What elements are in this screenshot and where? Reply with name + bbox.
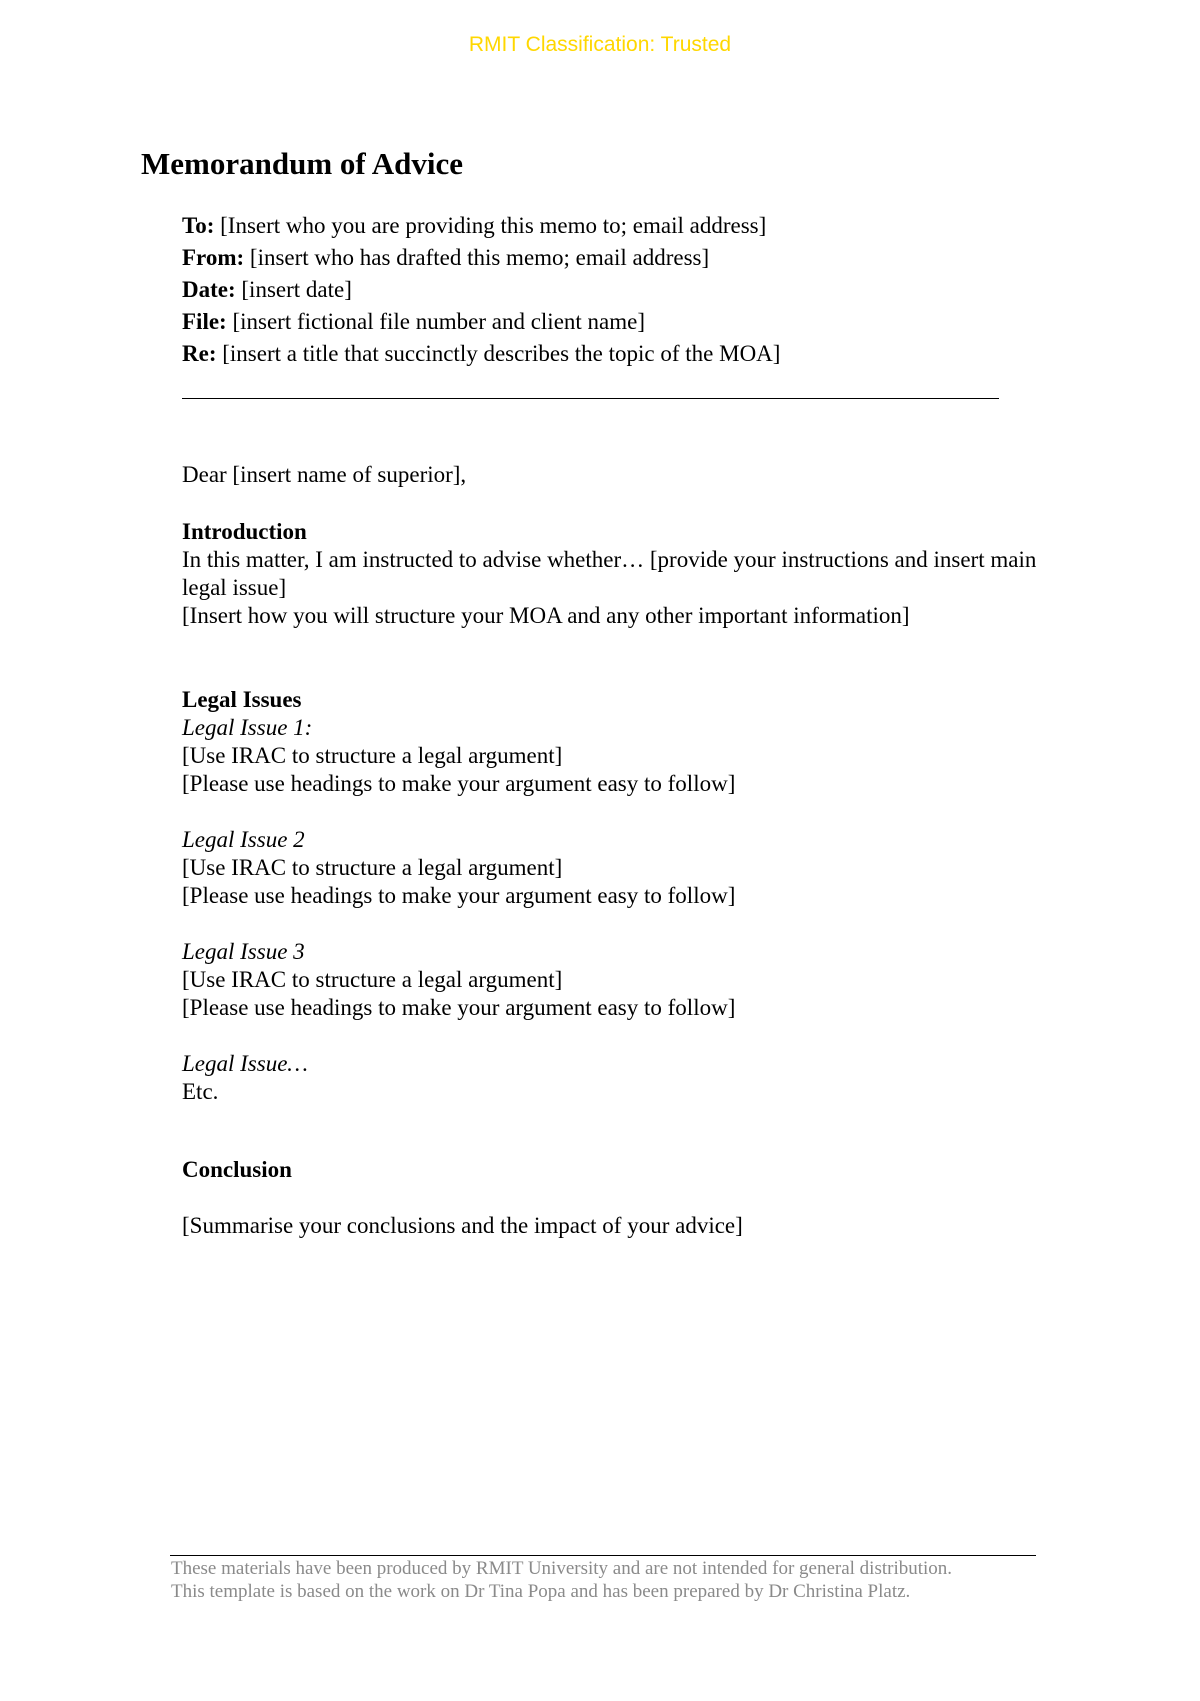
conclusion-heading: Conclusion xyxy=(182,1157,292,1182)
header-divider xyxy=(182,398,999,399)
date-value: [insert date] xyxy=(235,277,352,302)
legal-issue-line: [Please use headings to make your argument easy to follow] xyxy=(182,883,736,908)
legal-issue-line: [Please use headings to make your argument easy to follow] xyxy=(182,771,736,796)
classification-label: RMIT Classification: Trusted xyxy=(468,33,732,56)
salutation: Dear [insert name of superior], xyxy=(182,462,467,487)
legal-issue-line: [Please use headings to make your argument easy to follow] xyxy=(182,995,736,1020)
introduction-section xyxy=(182,518,1042,630)
legal-issue-3 xyxy=(182,938,1042,1022)
legal-issues-section xyxy=(182,686,1042,1106)
date-line xyxy=(182,274,780,306)
legal-issue-more xyxy=(182,1050,1042,1106)
legal-issue-title: Legal Issue… xyxy=(182,1051,308,1076)
to-label: To: xyxy=(182,213,215,238)
legal-issue-1 xyxy=(182,714,1042,798)
from-label: From: xyxy=(182,245,245,270)
introduction-heading: Introduction xyxy=(182,519,307,544)
conclusion-text: [Summarise your conclusions and the impact of your advice] xyxy=(182,1213,743,1238)
file-label: File: xyxy=(182,309,227,334)
conclusion-section xyxy=(182,1156,1042,1240)
footer-line: This template is based on the work on Dr Tina Popa and has been prepared by Dr Christina Platz. xyxy=(171,1581,911,1602)
file-value: [insert fictional file number and client name] xyxy=(226,309,646,334)
footer xyxy=(171,1557,952,1603)
memo-header xyxy=(182,210,780,370)
re-line xyxy=(182,338,780,370)
date-label: Date: xyxy=(182,277,236,302)
page-title: Memorandum of Advice xyxy=(141,146,464,181)
re-label: Re: xyxy=(182,341,217,366)
legal-issue-line: [Use IRAC to structure a legal argument] xyxy=(182,855,563,880)
legal-issue-line: Etc. xyxy=(182,1079,219,1104)
re-value: [insert a title that succinctly describes the topic of the MOA] xyxy=(216,341,781,366)
legal-issue-title: Legal Issue 2 xyxy=(182,827,305,852)
from-line xyxy=(182,242,780,274)
footer-divider xyxy=(170,1555,1036,1556)
introduction-paragraph: In this matter, I am instructed to advise whether… [provide your instructions and insert main legal issue] xyxy=(182,547,1037,600)
legal-issue-line: [Use IRAC to structure a legal argument] xyxy=(182,967,563,992)
legal-issue-2 xyxy=(182,826,1042,910)
legal-issue-line: [Use IRAC to structure a legal argument] xyxy=(182,743,563,768)
legal-issue-title: Legal Issue 3 xyxy=(182,939,305,964)
from-value: [insert who has drafted this memo; email address] xyxy=(244,245,710,270)
introduction-structure: [Insert how you will structure your MOA and any other important information] xyxy=(182,603,910,628)
legal-issues-heading: Legal Issues xyxy=(182,687,302,712)
to-line xyxy=(182,210,780,242)
to-value: [Insert who you are providing this memo to; email address] xyxy=(214,213,767,238)
footer-line: These materials have been produced by RMIT University and are not intended for general distribution. xyxy=(171,1558,953,1579)
file-line xyxy=(182,306,780,338)
legal-issue-title: Legal Issue 1: xyxy=(182,715,313,740)
